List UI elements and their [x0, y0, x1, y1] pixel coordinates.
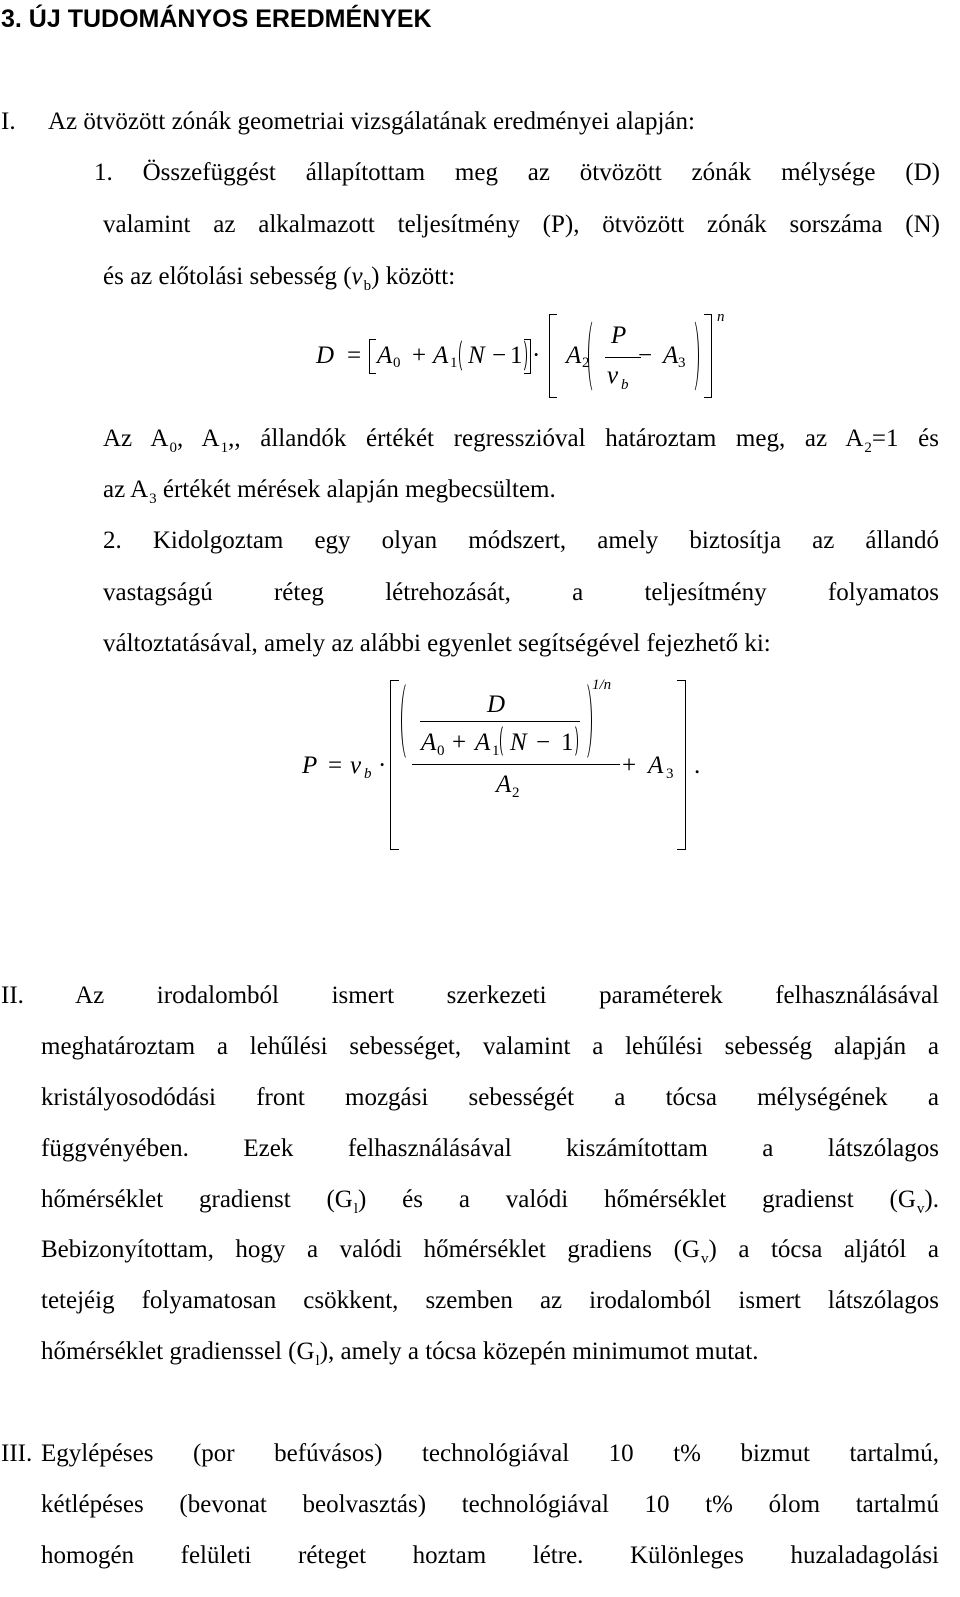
section3-line: kétlépéses (bevonat beolvasztás) technológiával 10 t% ólom tartalmú: [41, 1491, 939, 1518]
section2-line: hőmérséklet gradienst $(G_l)$ és a valódi hőmérséklet gradienst $(G_v)$.: [41, 1186, 939, 1217]
item1-line: 1. Összefüggést állapítottam meg az ötvözött zónák mélysége (D): [94, 159, 940, 186]
section2-line: II. Az irodalomból ismert szerkezeti paraméterek felhasználásával: [1, 982, 939, 1009]
constants-line: az $A_3$ értékét mérések alapján megbecsültem.: [103, 476, 556, 507]
constants-line: Az $A_0$, $A_1$,, állandók értékét regresszióval határoztam meg, az $A_2=1$ és: [103, 425, 939, 456]
section2-line: függvényében. Ezek felhasználásával kiszámítottam a látszólagos: [41, 1135, 939, 1162]
item2-line: vastagságú réteg létrehozását, a teljesítmény folyamatos: [103, 579, 939, 606]
section-label-iii: III.: [1, 1440, 33, 1467]
item1-line: valamint az alkalmazott teljesítmény (P), ötvözött zónák sorszáma (N): [103, 211, 940, 238]
section2-line: meghatároztam a lehűlési sebességet, valamint a lehűlési sebesség alapján a: [41, 1033, 939, 1060]
section-heading: 3. ÚJ TUDOMÁNYOS EREDMÉNYEK: [1, 5, 432, 33]
section2-line: tetejéig folyamatosan csökkent, szemben az irodalomból ismert látszólagos: [41, 1287, 939, 1314]
section2-line: Bebizonyítottam, hogy a valódi hőmérséklet gradiens $(G_v)$ a tócsa aljától a: [41, 1236, 939, 1267]
section-label-i: I.: [1, 108, 16, 135]
section-intro: Az ötvözött zónák geometriai vizsgálatának eredményei alapján:: [48, 108, 695, 135]
section3-line: Egylépéses (por befúvásos) technológiával 10 t% bizmut tartalmú,: [41, 1440, 939, 1467]
section3-line: homogén felületi réteget hoztam létre. Különleges huzaladagolási: [41, 1542, 939, 1569]
item2-line: változtatásával, amely az alábbi egyenlet segítségével fejezhető ki:: [103, 630, 771, 657]
item1-line: és az előtolási sebesség $(v_b)$ között:: [103, 263, 456, 294]
section2-line: hőmérséklet gradienssel $(G_l)$, amely a tócsa közepén minimumot mutat.: [41, 1338, 759, 1369]
item2-line: 2. Kidolgoztam egy olyan módszert, amely biztosítja az állandó: [103, 527, 939, 554]
section2-line: kristályosodódási front mozgási sebességét a tócsa mélységének a: [41, 1084, 939, 1111]
